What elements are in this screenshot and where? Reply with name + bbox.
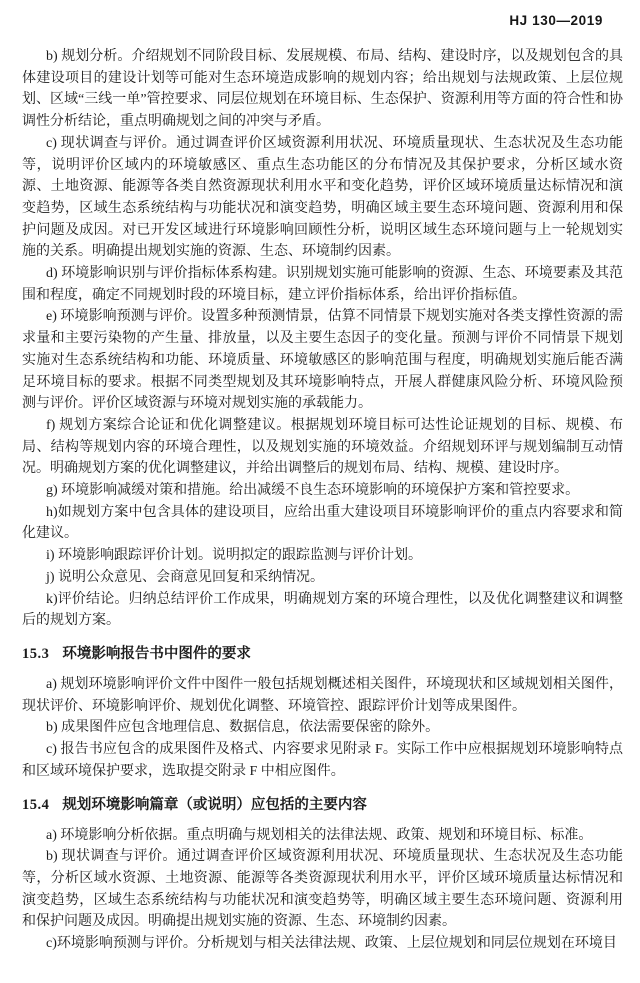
document-body xyxy=(22,46,623,955)
doc-number: HJ 130—2019 xyxy=(509,13,603,28)
list-item-b: b) 规划分析。介绍规划不同阶段目标、发展规模、布局、结构、建设时序，以及规划包含的具体建设项目的建设计划等可能对生态环境造成影响的规划内容；给出规划与法规政策、上层位规划、区域“三线一单”管控要求、同层位规划在环境目标、生态保护、资源利用等方面的符合性和协调性分析结论，重点明确规划之间的冲突与矛盾。 xyxy=(22,49,623,130)
list-item-15-3-a: a) 规划环境影响评价文件中图件一般包括规划概述相关图件，环境现状和区域规划相关图件，现状评价、环境影响评价、规划优化调整、环境管控、跟踪评价计划等成果图件。 xyxy=(22,676,623,714)
section-heading-15-3 xyxy=(22,643,623,665)
list-item-h: h)如规划方案中包含具体的建设项目，应给出重大建设项目环境影响评价的重点内容要求和简化建议。 xyxy=(22,504,623,542)
list-item-i: i) 环境影响跟踪评价计划。说明拟定的跟踪监测与评价计划。 xyxy=(46,548,423,564)
list-item-f: f) 规划方案综合论证和优化调整建议。根据规划环境目标可达性论证规划的目标、规模、布局、结构等规划内容的环境合理性，以及规划实施的环境效益。介绍规划环评与规划编制互动情况。明确规划方案的优化调整建议，并给出调整后的规划布局、结构、规模、建设时序。 xyxy=(22,417,623,477)
list-item-15-3-b: b) 成果图件应包含地理信息、数据信息，依法需要保密的除外。 xyxy=(46,720,440,736)
list-item-g: g) 环境影响减缓对策和措施。给出减缓不良生态环境影响的环境保护方案和管控要求。 xyxy=(46,483,580,499)
list-item-15-3-c: c) 报告书应包含的成果图件及格式、内容要求见附录 F。实际工作中应根据规划环境影响特点和区域环境保护要求，选取提交附录 F 中相应图件。 xyxy=(22,742,623,779)
section-heading-15-4 xyxy=(22,794,623,816)
list-item-15-4-b: b) 现状调查与评价。通过调查评价区域资源利用状况、环境质量现状、生态状况及生态功能等，分析区域水资源、土地资源、能源等各类资源现状利用水平，评价区域环境质量达标情况和演变趋势，区域生态系统结构与功能状况和演变趋势等，明确区域主要生态环境问题、资源利用和保护问题及成因。明确提出规划实施的资源、生态、环境制约因素。 xyxy=(22,849,623,930)
list-item-15-4-c: c)环境影响预测与评价。分析规划与相关法律法规、政策、上层位规划和同层位规划在环境目 xyxy=(46,936,617,952)
list-item-15-4-a: a) 环境影响分析依据。重点明确与规划相关的法律法规、政策、规划和环境目标、标准。 xyxy=(46,827,593,843)
list-item-e: e) 环境影响预测与评价。设置多种预测情景，估算不同情景下规划实施对各类支撑性资源的需求量和主要污染物的产生量、排放量，以及主要生态因子的变化量。预测与评价不同情景下规划实施对生态系统结构和功能、环境质量、环境敏感区的影响范围与程度，明确规划实施后能否满足环境目标的要求。根据不同类型规划及其环境影响特点，开展人群健康风险分析、环境风险预测与评价。评价区域资源与环境对规划实施的承载能力。 xyxy=(22,309,623,412)
heading-number: 15.3 xyxy=(22,645,50,662)
list-item-k: k)评价结论。归纳总结评价工作成果，明确规划方案的环境合理性，以及优化调整建议和调整后的规划方案。 xyxy=(22,591,623,629)
list-item-d: d) 环境影响识别与评价指标体系构建。识别规划实施可能影响的资源、生态、环境要素及其范围和程度，确定不同规划时段的环境目标，建立评价指标体系，给出评价指标值。 xyxy=(22,266,623,303)
heading-title: 环境影响报告书中图件的要求 xyxy=(62,645,251,662)
list-item-j: j) 说明公众意见、会商意见回复和采纳情况。 xyxy=(46,569,325,585)
heading-title: 规划环境影响篇章（或说明）应包括的主要内容 xyxy=(62,796,367,813)
heading-number: 15.4 xyxy=(22,796,50,813)
list-item-c: c) 现状调查与评价。通过调查评价区域资源利用状况、环境质量现状、生态状况及生态功能等，说明评价区域内的环境敏感区、重点生态功能区的分布情况及其保护要求，分析区域水资源、土地资源、能源等各类自然资源现状利用水平和变化趋势，评价区域环境质量达标情况和演变趋势，区域生态系统结构与功能状况和演变趋势，明确区域主要生态环境问题、资源利用和保护问题及成因。对已开发区域进行环境影响回顾性分析，说明区域生态环境问题与上一轮规划实施的关系。明确提出规划实施的资源、生态、环境制约因素。 xyxy=(22,135,623,260)
